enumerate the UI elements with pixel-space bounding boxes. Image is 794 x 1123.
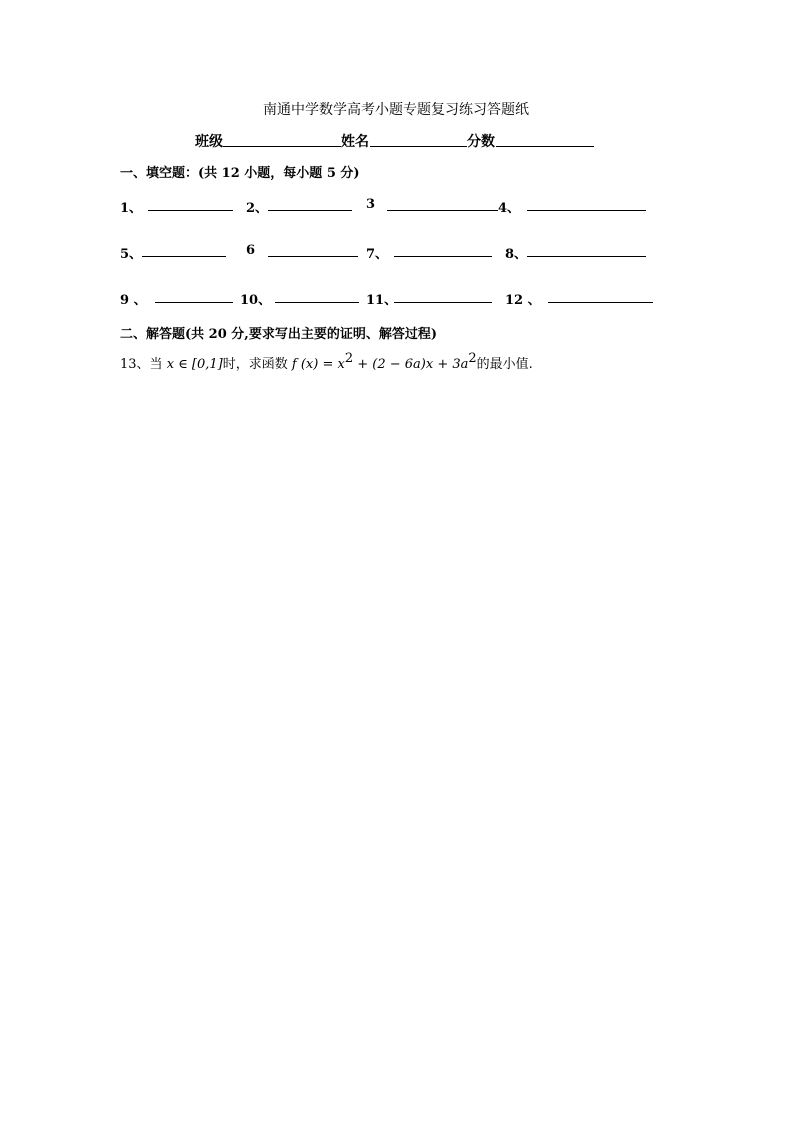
score-blank[interactable] [496,146,594,147]
class-blank[interactable] [223,146,341,147]
answer-blank-9[interactable] [155,302,233,303]
answer-blank-1[interactable] [148,210,233,211]
answer-blank-6[interactable] [268,256,358,257]
answer-blank-7[interactable] [394,256,492,257]
problem-13-condition: x ∈ [0,1] [166,357,223,372]
item-8-label: 8、 [505,247,528,262]
item-6-label: 6 [246,243,256,258]
class-label: 班级 [195,134,223,150]
score-label: 分数 [467,134,495,150]
problem-13-end: 的最小值. [476,357,533,372]
problem-13-mid: 时，求函数 [222,357,288,372]
answer-blank-8[interactable] [527,256,646,257]
item-1-label: 1、 [120,201,143,216]
item-3-label: 3 [366,197,376,212]
answer-blank-5[interactable] [142,256,226,257]
item-12-label: 12 、 [505,293,541,308]
section-fill-in-heading: 一、填空题：(共 12 小题，每小题 5 分) [120,166,360,181]
answer-blank-4[interactable] [527,210,646,211]
answer-blank-11[interactable] [394,302,492,303]
item-10-label: 10、 [240,293,272,308]
problem-13 [120,353,533,372]
answer-blank-10[interactable] [275,302,359,303]
problem-13-exponent-2: 2 [468,351,477,366]
problem-13-when: 当 [149,357,163,372]
answer-blank-2[interactable] [268,210,352,211]
problem-13-number: 13、 [120,357,150,372]
item-5-label: 5、 [120,247,143,262]
answer-blank-12[interactable] [548,302,653,303]
item-9-label: 9 、 [120,293,147,308]
page-title: 南通中学数学高考小题专题复习练习答题纸 [263,102,529,118]
problem-13-function-lhs: f (x) = x [291,357,345,372]
item-2-label: 2、 [246,201,269,216]
problem-13-function-mid: + (2 − 6a)x + 3a [353,357,469,372]
item-11-label: 11、 [366,293,398,308]
section-answer-heading: 二、解答题(共 20 分,要求写出主要的证明、解答过程) [120,327,437,342]
item-7-label: 7、 [366,247,389,262]
name-label: 姓名 [341,134,369,150]
item-4-label: 4、 [498,201,521,216]
problem-13-exponent-1: 2 [344,351,354,366]
answer-blank-3[interactable] [387,210,498,211]
name-blank[interactable] [370,146,467,147]
